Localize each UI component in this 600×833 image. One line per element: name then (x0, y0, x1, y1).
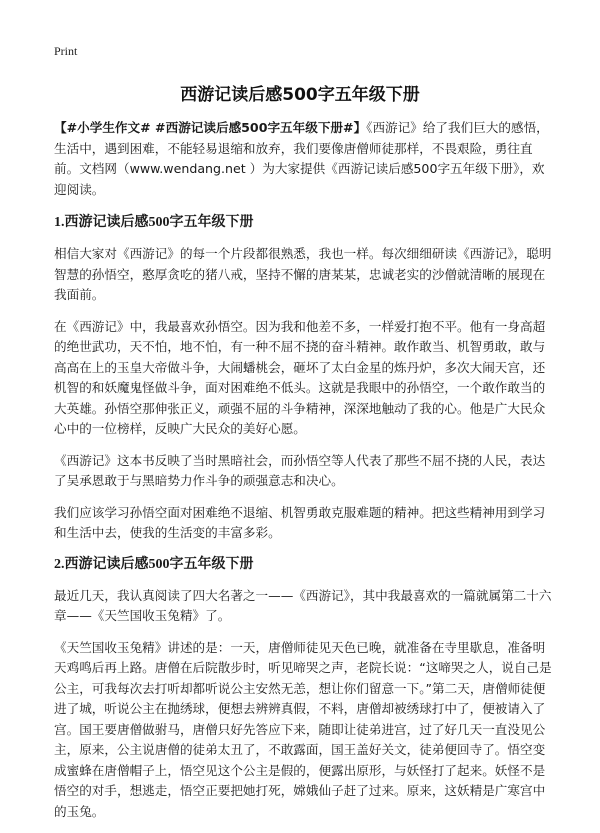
document-title: 西游记读后感500字五年级下册 (180, 85, 420, 105)
body-paragraph: 我们应该学习孙悟空面对困难绝不退缩、机智勇敢克服难题的精神。把这些精神用到学习和生活中去，使我的生活变的丰富多彩。 (54, 504, 546, 540)
section-heading: 1.西游记读后感500字五年级下册 (54, 215, 254, 230)
section-heading: 2.西游记读后感500字五年级下册 (54, 556, 254, 572)
body-paragraph: 在《西游记》中，我最喜欢孙悟空。因为我和他差不多，一样爱打抱不平。他有一身高超的绝世武功，天不怕，地不怕，有一种不屈不挠的奋斗精神。敢作敢当、机智勇敢，敢与高高在上的玉皇大帝做斗争，大闹蟠桃会，砸坏了太白金星的炼丹炉，多次大闹天宫，还机智的和妖魔鬼怪做斗争，面对困难绝不低头。这就是我眼中的孙悟空，一个敢作敢当的大英雄。孙悟空那伸张正义，顽强不屈的斗争精神，深深地触动了我的心。他是广大民众心中的一位榜样，反映广大民众的美好心愿。 (54, 318, 546, 436)
section-2 (54, 555, 552, 823)
intro-text: 《西游记》给了我们巨大的感悟，生活中，遇到困难，不能轻易退缩和放弃，我们要像唐僧师徒那样，不畏艰险，勇往直前。文档网（www.wendang.net ）为大家提供《西游记读后感500字五年级下册》，欢迎阅读。 (54, 120, 549, 197)
section-1 (54, 213, 552, 544)
document-body (54, 118, 552, 833)
body-paragraph: 《天竺国收玉兔精》讲述的是：一天，唐僧师徒见天色已晚，就准备在寺里歇息，准备明天鸡鸣后再上路。唐僧在后院散步时，听见啼哭之声，老院长说：“这啼哭之人，说自己是公主，可我每次去打听却都听说公主安然无恙，想让你们留意一下。”第二天，唐僧师徒便进了城，听说公主在抛绣球，便想去辨辨真假，不料，唐僧却被绣球打中了，便被请入了宫。国王要唐僧做驸马，唐僧只好先答应下来，随即让徒弟进宫，过了好几天一直没见公主，原来，公主说唐僧的徒弟太丑了，不敢露面，国王盖好关文，徒弟便回寺了。悟空变成蜜蜂在唐僧帽子上，悟空见这个公主是假的，便露出原形，与妖怪打了起来。妖怪不是悟空的对手，想逃走，悟空正要把她打死，嫦娥仙子赶了过来。原来，这妖精是广寒宫中的玉兔。 (54, 639, 552, 819)
body-paragraph: 最近几天，我认真阅读了四大名著之一——《西游记》，其中我最喜欢的一篇就属第二十六章——《天竺国收玉兔精》了。 (54, 587, 552, 623)
intro-tag: 【#小学生作文# #西游记读后感500字五年级下册#】 (54, 120, 367, 135)
intro-paragraph (54, 118, 552, 200)
print-label: Print (54, 44, 78, 58)
body-paragraph: 相信大家对《西游记》的每一个片段都很熟悉，我也一样。每次细细研读《西游记》，聪明智慧的孙悟空，憨厚贪吃的猪八戒，坚持不懈的唐某某，忠诚老实的沙僧就清晰的展现在我面前。 (54, 246, 552, 302)
body-paragraph: 《西游记》这本书反映了当时黑暗社会，而孙悟空等人代表了那些不屈不挠的人民，表达了吴承恩敢于与黑暗势力作斗争的顽强意志和决心。 (54, 452, 546, 488)
